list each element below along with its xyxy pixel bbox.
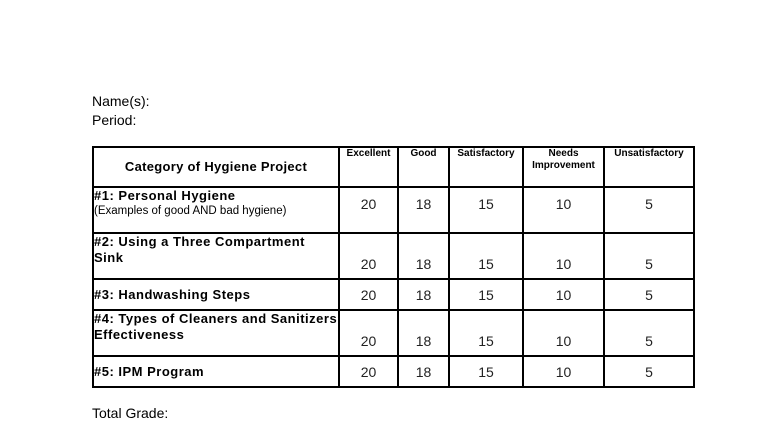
- column-header-satisfactory: Satisfactory: [449, 147, 523, 187]
- category-title: #3: Handwashing Steps: [94, 286, 251, 302]
- category-cell: [93, 279, 339, 310]
- score-satisfactory: 15: [449, 187, 523, 233]
- score-good: 18: [398, 356, 449, 387]
- score-unsatisfactory: 5: [604, 233, 694, 279]
- score-needs-improvement: 10: [523, 279, 604, 310]
- table-row: [93, 279, 694, 310]
- column-header-excellent: Excellent: [339, 147, 398, 187]
- score-needs-improvement: 10: [523, 310, 604, 356]
- category-cell: [93, 356, 339, 387]
- score-satisfactory: 15: [449, 279, 523, 310]
- column-header-unsatisfactory: Unsatisfactory: [604, 147, 694, 187]
- names-label: Name(s):: [92, 93, 150, 109]
- score-unsatisfactory: 5: [604, 310, 694, 356]
- score-satisfactory: 15: [449, 356, 523, 387]
- score-good: 18: [398, 187, 449, 233]
- score-good: 18: [398, 310, 449, 356]
- score-excellent: 20: [339, 187, 398, 233]
- score-good: 18: [398, 233, 449, 279]
- category-title: #2: Using a Three Compartment Sink: [94, 234, 305, 265]
- table-row: [93, 187, 694, 233]
- total-grade-label: Total Grade:: [92, 405, 169, 421]
- column-header-needs-improvement: Needs Improvement: [523, 147, 604, 187]
- score-needs-improvement: 10: [523, 233, 604, 279]
- score-needs-improvement: 10: [523, 356, 604, 387]
- column-header-category: Category of Hygiene Project: [93, 147, 339, 187]
- table-row: [93, 356, 694, 387]
- score-unsatisfactory: 5: [604, 356, 694, 387]
- score-unsatisfactory: 5: [604, 187, 694, 233]
- table-header-row: [93, 147, 694, 187]
- category-note: (Examples of good AND bad hygiene): [94, 205, 287, 217]
- column-header-good: Good: [398, 147, 449, 187]
- category-cell: [93, 233, 339, 279]
- category-title: #5: IPM Program: [94, 363, 205, 379]
- score-excellent: 20: [339, 356, 398, 387]
- score-good: 18: [398, 279, 449, 310]
- score-excellent: 20: [339, 279, 398, 310]
- category-cell: [93, 310, 339, 356]
- score-satisfactory: 15: [449, 310, 523, 356]
- category-title: #4: Types of Cleaners and Sanitizers Effectiveness: [94, 311, 338, 342]
- category-cell: [93, 187, 339, 233]
- score-excellent: 20: [339, 233, 398, 279]
- score-needs-improvement: 10: [523, 187, 604, 233]
- score-satisfactory: 15: [449, 233, 523, 279]
- period-label: Period:: [92, 112, 137, 128]
- table-row: [93, 233, 694, 279]
- table-row: [93, 310, 694, 356]
- score-unsatisfactory: 5: [604, 279, 694, 310]
- category-title: #1: Personal Hygiene: [94, 188, 236, 203]
- rubric-table: [92, 146, 695, 388]
- score-excellent: 20: [339, 310, 398, 356]
